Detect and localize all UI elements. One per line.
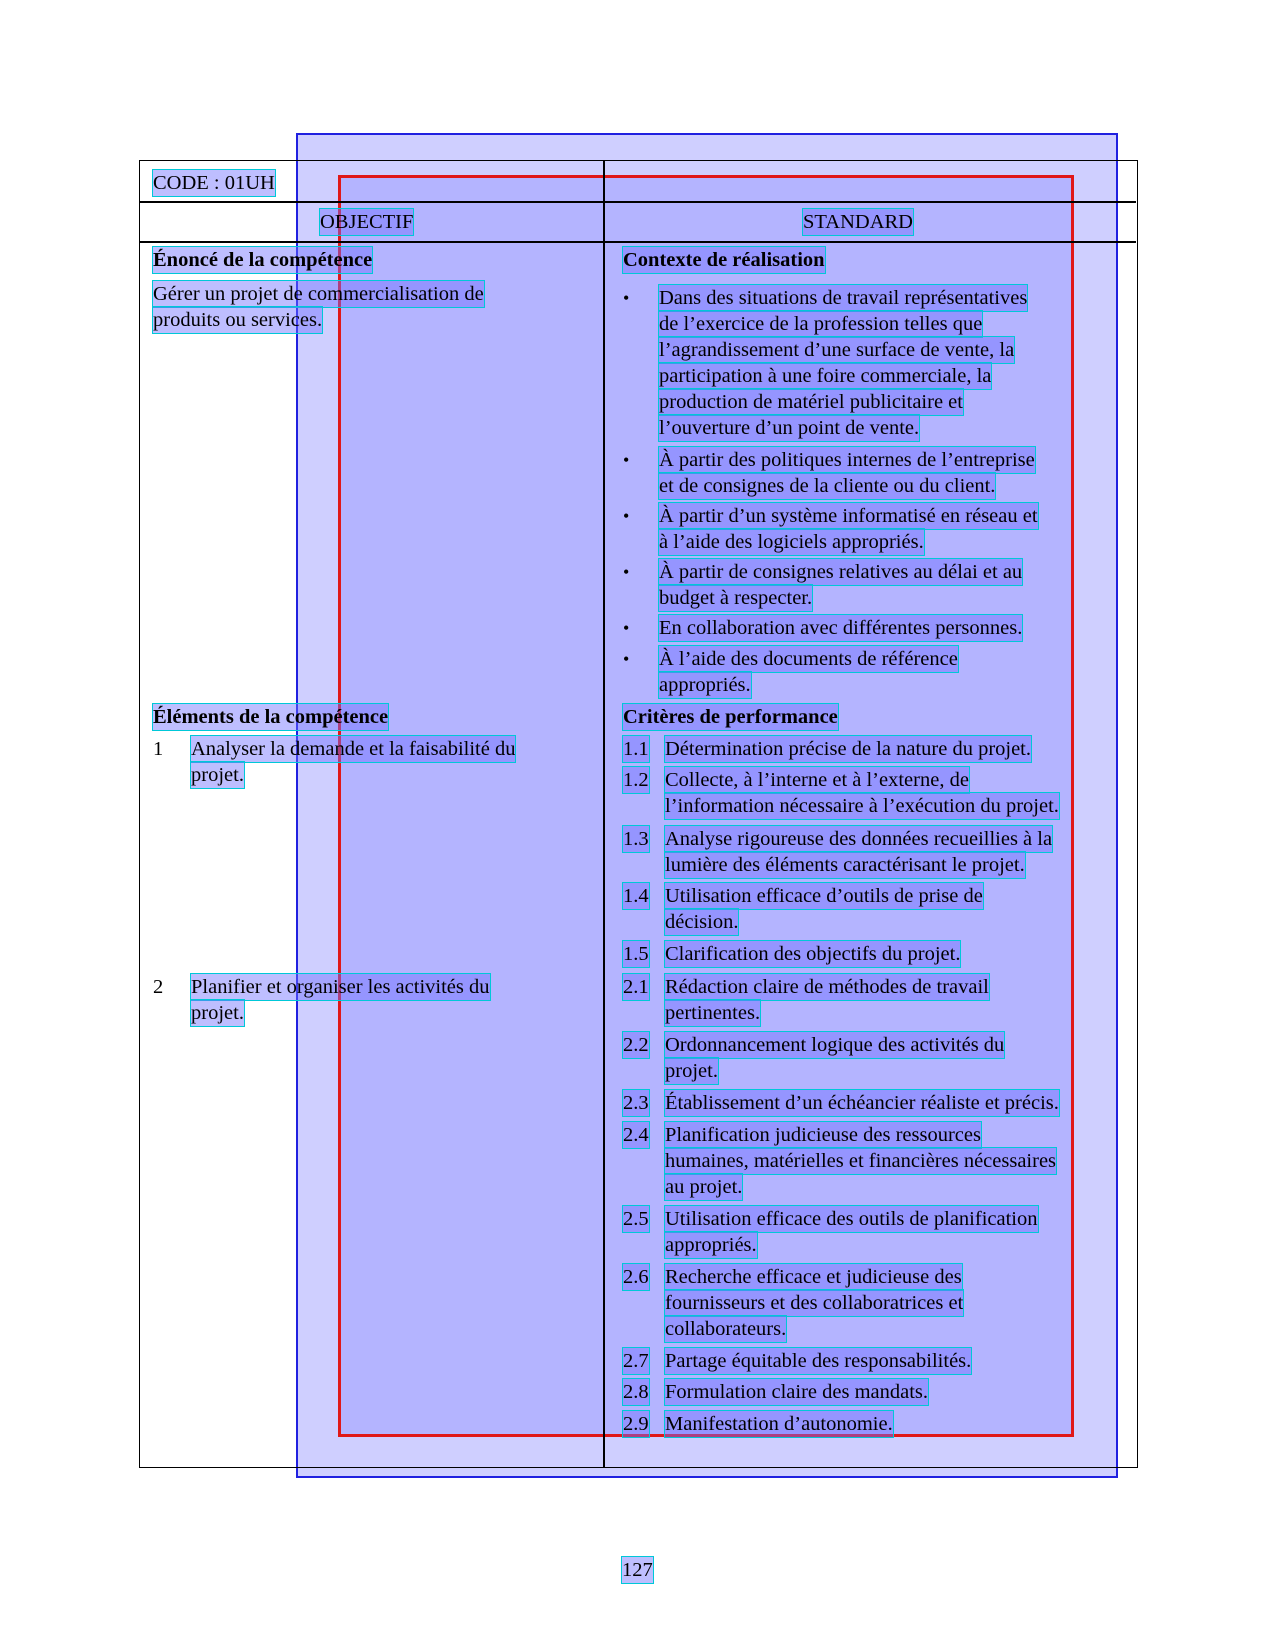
critere-line: Planification judicieuse des ressources [665,1124,981,1146]
header-standard: STANDARD [803,211,913,233]
column-divider [603,161,605,1467]
critere-line: humaines, matérielles et financières nécessaires [665,1150,1057,1172]
critere-line: Recherche efficace et judicieuse des [665,1266,962,1288]
enonce-line: Gérer un projet de commercialisation de [153,283,484,305]
elements-title: Éléments de la compétence [153,706,389,728]
critere-number: 2.8 [623,1381,649,1403]
critere-number: 1.3 [623,828,649,850]
critere-line: décision. [665,911,739,933]
contexte-line: Dans des situations de travail représentatives [659,287,1028,309]
critere-number: 2.2 [623,1034,649,1056]
critere-line: Collecte, à l’interne et à l’externe, de [665,769,969,791]
competency-table [139,160,1138,1468]
bullet-icon: • [623,649,630,669]
code-label: CODE : 01UH [153,172,275,194]
critere-line: Utilisation efficace des outils de planification [665,1208,1038,1230]
critere-number: 2.4 [623,1124,649,1146]
critere-number: 2.6 [623,1266,649,1288]
critere-line: Rédaction claire de méthodes de travail [665,976,989,998]
element-line: Planifier et organiser les activités du [191,976,490,998]
contexte-line: appropriés. [659,674,751,696]
critere-line: pertinentes. [665,1002,761,1024]
contexte-line: l’ouverture d’un point de vente. [659,417,920,439]
critere-line: Ordonnancement logique des activités du [665,1034,1005,1056]
enonce-line: produits ou services. [153,309,323,331]
critere-line: collaborateurs. [665,1318,787,1340]
contexte-title: Contexte de réalisation [623,249,825,271]
critere-line: Utilisation efficace d’outils de prise de [665,885,983,907]
element-number: 2 [153,976,164,998]
row-divider-code [140,201,1136,203]
critere-line: projet. [665,1060,718,1082]
contexte-line: production de matériel publicitaire et [659,391,963,413]
critere-number: 1.4 [623,885,649,907]
critere-number: 2.5 [623,1208,649,1230]
bullet-icon: • [623,506,630,526]
row-divider-header [140,241,1136,243]
critere-line: Analyse rigoureuse des données recueillies à la [665,828,1053,850]
contexte-line: participation à une foire commerciale, la [659,365,992,387]
critere-number: 2.1 [623,976,649,998]
contexte-line: À partir de consignes relatives au délai et au [659,561,1023,583]
contexte-line: À l’aide des documents de référence [659,648,958,670]
enonce-title: Énoncé de la compétence [153,249,373,271]
contexte-line: à l’aide des logiciels appropriés. [659,531,924,553]
critere-line: au projet. [665,1176,743,1198]
critere-line: Partage équitable des responsabilités. [665,1350,972,1372]
element-line: projet. [191,764,244,786]
bullet-icon: • [623,288,630,308]
critere-number: 1.1 [623,738,649,760]
criteres-title: Critères de performance [623,706,838,728]
critere-line: fournisseurs et des collaboratrices et [665,1292,964,1314]
critere-line: Manifestation d’autonomie. [665,1413,893,1435]
critere-number: 1.2 [623,769,649,791]
contexte-line: et de consignes de la cliente ou du client. [659,475,996,497]
critere-line: Détermination précise de la nature du projet. [665,738,1032,760]
bullet-icon: • [623,450,630,470]
element-line: projet. [191,1002,244,1024]
element-line: Analyser la demande et la faisabilité du [191,738,516,760]
contexte-line: À partir des politiques internes de l’entreprise [659,449,1035,471]
critere-line: Formulation claire des mandats. [665,1381,929,1403]
element-number: 1 [153,738,164,760]
critere-line: l’information nécessaire à l’exécution du projet. [665,795,1059,817]
contexte-line: En collaboration avec différentes personnes. [659,617,1023,639]
contexte-line: À partir d’un système informatisé en réseau et [659,505,1038,527]
bullet-icon: • [623,562,630,582]
contexte-line: l’agrandissement d’une surface de vente, la [659,339,1015,361]
page-number: 127 [622,1559,653,1581]
contexte-line: de l’exercice de la profession telles que [659,313,983,335]
critere-line: Établissement d’un échéancier réaliste et précis. [665,1092,1059,1114]
critere-number: 2.9 [623,1413,649,1435]
critere-line: Clarification des objectifs du projet. [665,943,961,965]
critere-number: 2.7 [623,1350,649,1372]
header-objectif: OBJECTIF [320,211,414,233]
critere-line: appropriés. [665,1234,757,1256]
bullet-icon: • [623,618,630,638]
contexte-line: budget à respecter. [659,587,813,609]
critere-number: 2.3 [623,1092,649,1114]
critere-number: 1.5 [623,943,649,965]
critere-line: lumière des éléments caractérisant le projet. [665,854,1025,876]
